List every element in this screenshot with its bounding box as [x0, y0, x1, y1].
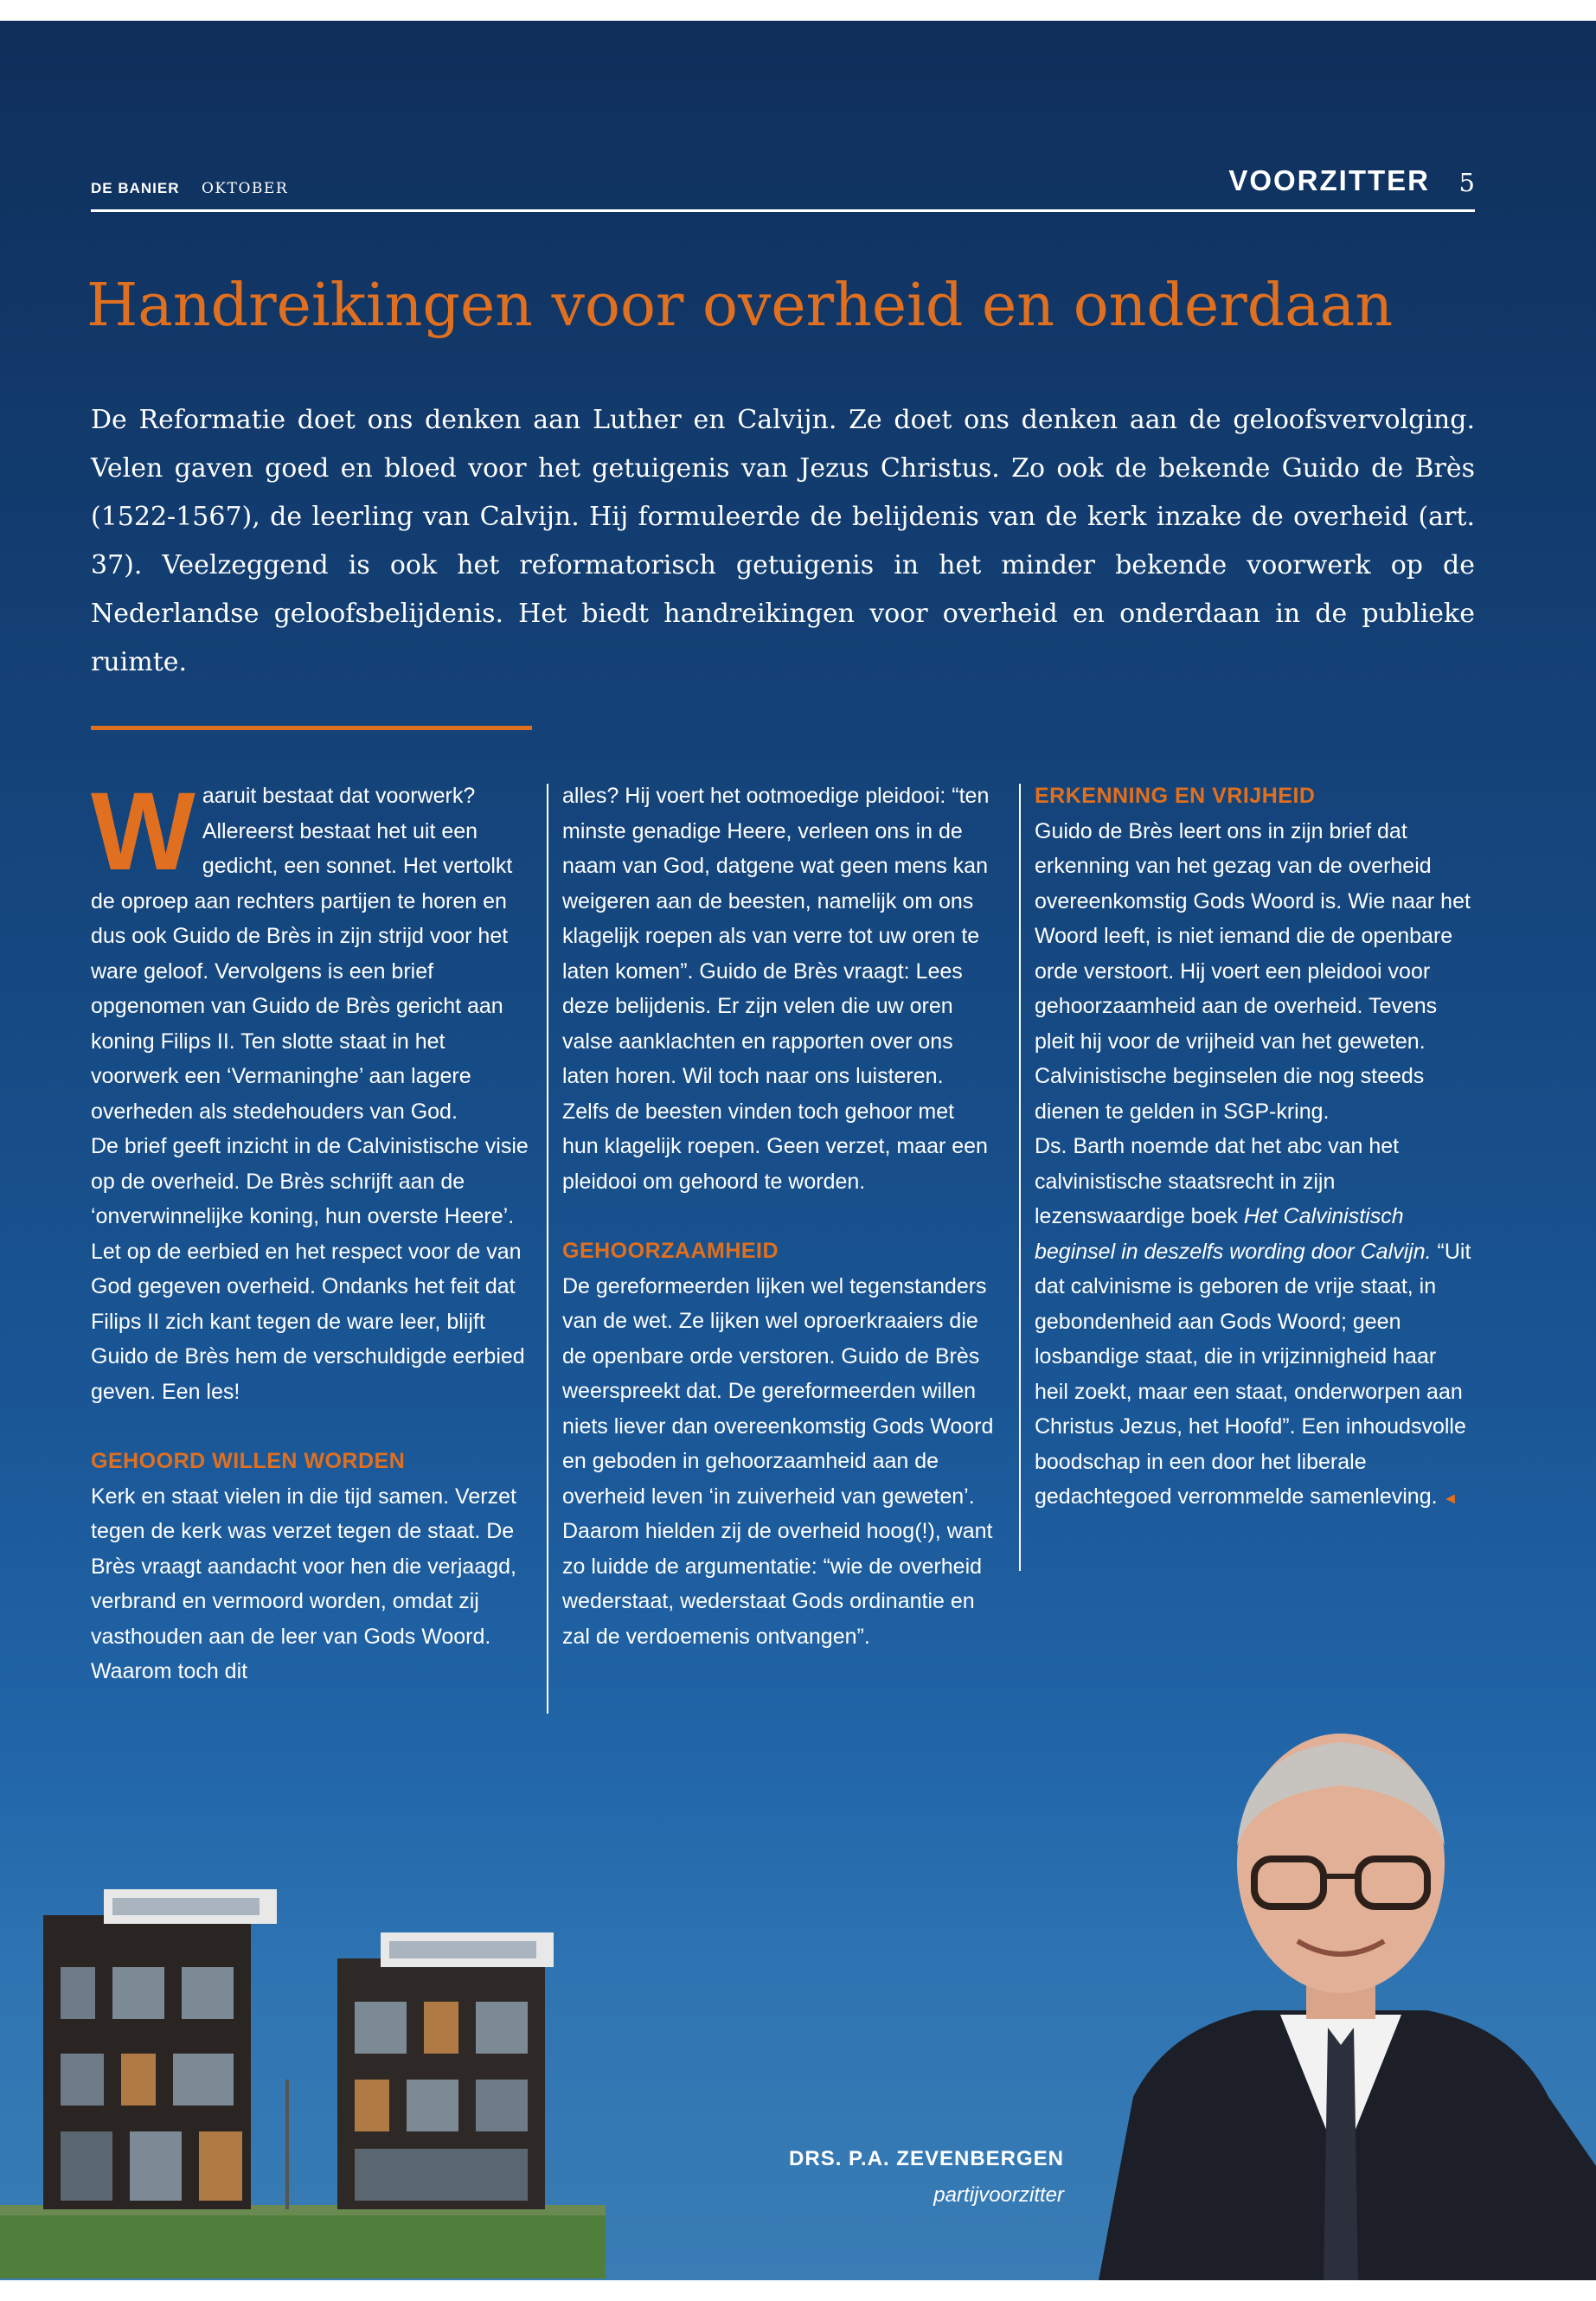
paragraph — [1035, 1129, 1476, 1516]
orange-divider — [91, 726, 532, 730]
column-divider-2 — [1019, 784, 1021, 1571]
issue-month: OKTOBER — [202, 180, 289, 197]
author-role: partijvoorzitter — [933, 2183, 1064, 2207]
paragraph: Kerk en staat vielen in die tijd samen. Verzet tegen de kerk was verzet tegen de staat. De Brès vraagt aandacht voor hen die verjaagd, verbrand en vermoord worden, omdat zij vasthouden aan de leer van Gods Woord. Waarom toch dit — [91, 1484, 516, 1683]
column-1 — [91, 770, 532, 1689]
subheading-erkenning: ERKENNING EN VRIJHEID — [1035, 784, 1316, 808]
book-title: Het Calvinistisch beginsel in deszelfs wording door Calvijn. — [1035, 1204, 1432, 1264]
paragraph: De gereformeerden lijken wel tegenstanders van de wet. Ze lijken wel oproerkraaiers die de openbare orde verstoren. Guido de Brès weerspreekt dat. De gereformeerden willen niets liever dan overeenkomstig Gods Woord en geboden in gehoorzaamheid aan de overheid leven ‘in zuiverheid van geweten’. Daarom hielden zij de overheid hoog(!), want zo luidde de argumentatie: “wie de overheid wederstaat, wederstaat Gods ordinantie en zal de verdoemenis ontvangen”. — [562, 1273, 994, 1649]
paragraph-text: Ds. Barth noemde dat het abc van het calvinistische staatsrecht in zijn lezenswaardige boek — [1035, 1134, 1400, 1228]
article-intro: De Reformatie doet ons denken aan Luther en Calvijn. Ze doet ons denken aan de geloofsvervolging. Velen gaven goed en bloed voor het getuigenis van Jezus Christus. Zo ook de bekende Guido de Brès (1522-1567), de leerling van Calvijn. Hij formuleerde de belijdenis van de kerk inzake de overheid (art. 37). Veelzeggend is ook het reformatorisch getuigenis in het minder bekende voorwerk op de Nederlandse geloofsbelijdenis. Het biedt handreikingen voor overheid en onderdaan in de publieke ruimte. — [91, 405, 1475, 677]
column-divider-1 — [547, 784, 548, 1714]
section-title: VOORZITTER — [1228, 164, 1430, 196]
author-name: DRS. P.A. ZEVENBERGEN — [789, 2147, 1064, 2170]
building-photo — [0, 1863, 606, 2279]
dropcap: W — [91, 770, 195, 894]
page-header — [91, 149, 1475, 212]
magazine-name: DE BANIER — [91, 180, 180, 196]
paragraph: Guido de Brès leert ons in zijn brief dat erkenning van het gezag van de overheid overeenkomstig Gods Woord is. Wie naar het Woord leeft, is niet iemand die de openbare orde verstoort. Hij voert een pleidooi voor gehoorzaamheid aan de overheid. Tevens pleit hij voor de vrijheid van het geweten. Calvinistische beginselen die nog steeds dienen te gelden in SGP-kring. — [1035, 818, 1471, 1124]
column-2 — [562, 779, 995, 1654]
subheading-gehoord: GEHOORD WILLEN WORDEN — [91, 1449, 406, 1473]
paragraph: De brief geeft inzicht in de Calvinistische visie op de overheid. De Brès schrijft aan de ‘onverwinnelijke koning, hun overste Heere’. Let op de eerbied en het respect voor de van God gegeven overheid. Ondanks het feit dat Filips II zich kant tegen de ware leer, blijft Guido de Brès hem de verschuldigde eerbied geven. Een les! — [91, 1134, 529, 1404]
page-number: 5 — [1458, 168, 1475, 197]
article-title: Handreikingen voor overheid en onderdaan — [87, 272, 1394, 340]
column-3 — [1035, 779, 1476, 1516]
portrait-photo — [1081, 1682, 1596, 2280]
paragraph: aaruit bestaat dat voorwerk? Allereerst bestaat het uit een gedicht, een sonnet. Het vertolkt de oproep aan rechters partijen te horen en dus ook Guido de Brès in zijn strijd voor het ware geloof. Vervolgens is een brief opgenomen van Guido de Brès gericht aan koning Filips II. Ten slotte staat in het voorwerk een ‘Vermaninghe’ aan lagere overheden als stedehouders van God. — [91, 784, 513, 1124]
paragraph: alles? Hij voert het ootmoedige pleidooi: “ten minste genadige Heere, verleen ons in de naam van God, datgene wat geen mens kan weigeren aan de beesten, namelijk om ons klagelijk roepen als van verre tot uw oren te laten komen”. Guido de Brès vraagt: Lees deze belijdenis. Er zijn velen die uw oren valse aanklachten en rapporten over ons laten horen. Wil toch naar ons luisteren. Zelfs de beesten vinden toch gehoor met hun klagelijk roepen. Geen verzet, maar een pleidooi om gehoord te worden. — [562, 784, 990, 1194]
subheading-gehoorzaamheid: GEHOORZAAMHEID — [562, 1239, 779, 1263]
end-mark-icon: ◄ — [1442, 1490, 1458, 1507]
paragraph-text: “Uit dat calvinisme is geboren de vrije staat, in gebondenheid aan Gods Woord; geen losbandige staat, die in vrijzinnigheid haar heil zoekt, maar een staat, onderworpen aan Christus Jezus, het Hoofd”. Een inhoudsvolle boodschap in een door het liberale gedachtegoed verrommelde samenleving. — [1035, 1239, 1471, 1509]
magazine-page — [0, 21, 1596, 2280]
